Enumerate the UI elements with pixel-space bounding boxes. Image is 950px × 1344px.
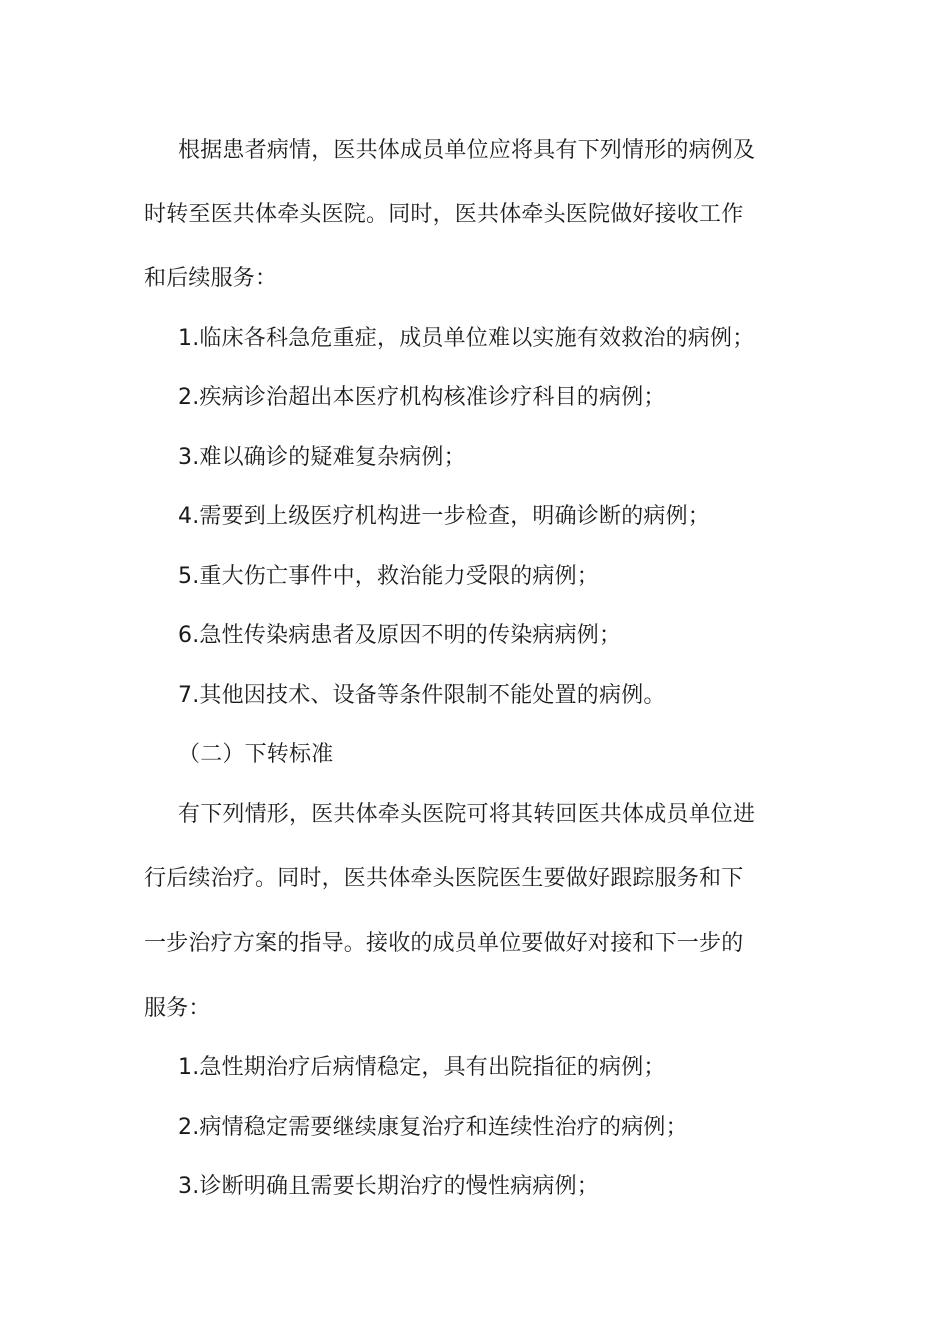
list-item: 3.难以确诊的疑难复杂病例；: [178, 445, 466, 470]
list-item: 5.重大伤亡事件中，救治能力受限的病例；: [178, 564, 599, 589]
paragraph-line: 和后续服务：: [144, 266, 278, 291]
paragraph-line: 时转至医共体牵头医院。同时，医共体牵头医院做好接收工作: [144, 202, 744, 227]
list-item: 3.诊断明确且需要长期治疗的慢性病病例；: [178, 1174, 599, 1199]
paragraph-line: 根据患者病情，医共体成员单位应将具有下列情形的病例及: [178, 138, 756, 163]
list-item: 2.病情稳定需要继续康复治疗和连续性治疗的病例；: [178, 1115, 688, 1140]
paragraph-line: 一步治疗方案的指导。接收的成员单位要做好对接和下一步的: [144, 931, 744, 956]
list-item: 6.急性传染病患者及原因不明的传染病病例；: [178, 623, 622, 648]
list-item: 1.急性期治疗后病情稳定，具有出院指征的病例；: [178, 1055, 666, 1080]
paragraph-line: 行后续治疗。同时，医共体牵头医院医生要做好跟踪服务和下: [144, 866, 744, 891]
list-item: 1.临床各科急危重症，成员单位难以实施有效救治的病例；: [178, 326, 755, 351]
paragraph-line: 服务：: [144, 996, 211, 1021]
list-item: 2.疾病诊治超出本医疗机构核准诊疗科目的病例；: [178, 385, 666, 410]
paragraph-line: 有下列情形，医共体牵头医院可将其转回医共体成员单位进: [178, 802, 756, 827]
list-item: 4.需要到上级医疗机构进一步检查，明确诊断的病例；: [178, 504, 710, 529]
list-item: 7.其他因技术、设备等条件限制不能处置的病例。: [178, 683, 666, 708]
section-heading: （二）下转标准: [178, 742, 334, 767]
